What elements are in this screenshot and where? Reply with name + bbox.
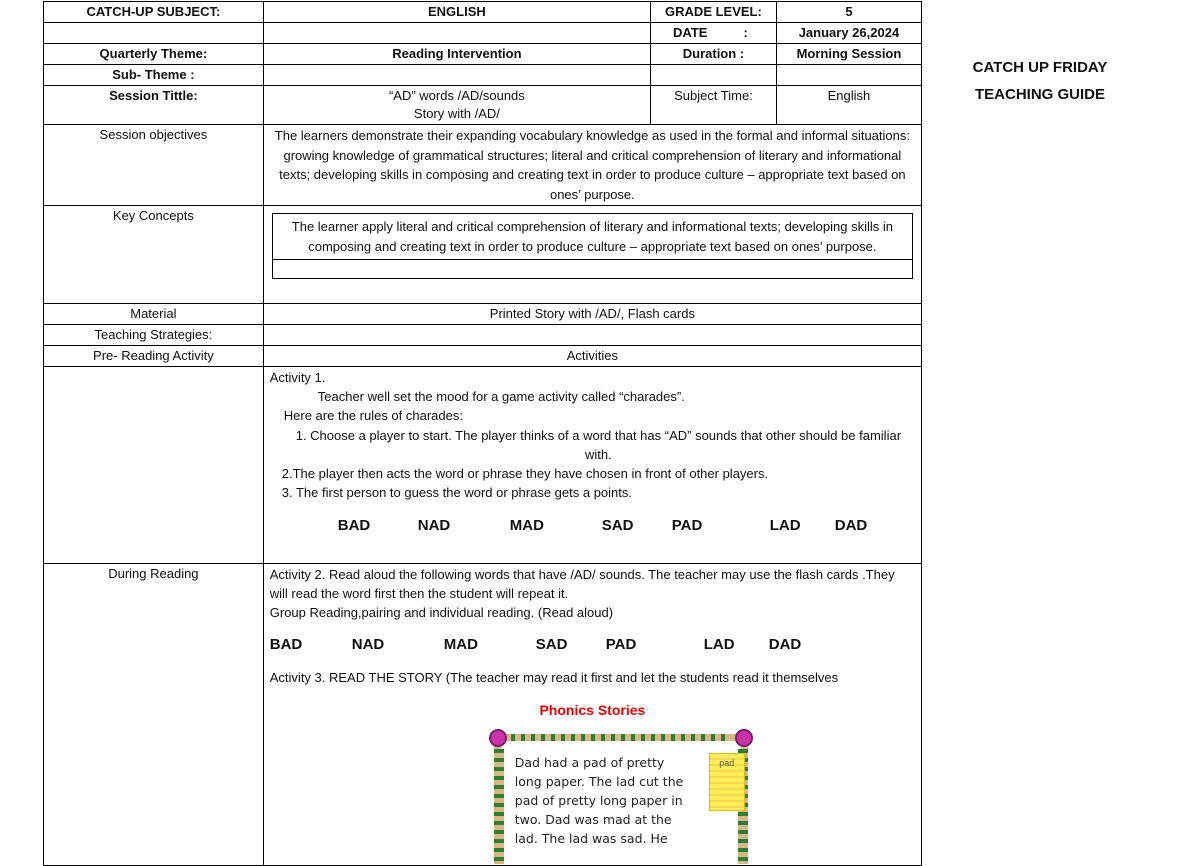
during-reading-cell: [263, 564, 921, 866]
word-list-2: [270, 635, 915, 654]
objectives-text: The learners demonstrate their expanding vocabulary knowledge as used in the formal and informal situations: growing knowledge of grammatical structures; literal and critical comprehension of literary and informational texts; developing skills in composing and creating text in order to produce culture – appropriate text based on ones’ purpose.: [263, 125, 921, 206]
date-label: DATE :: [651, 23, 777, 44]
activities-header: Activities: [263, 346, 921, 367]
subject-label: CATCH-UP SUBJECT:: [44, 2, 264, 23]
rule-1: 1. Choose a player to start. The player thinks of a word that has “AD” sounds that other should be familiar with.: [295, 427, 902, 462]
rules-heading: Here are the rules of charades:: [283, 408, 463, 424]
pre-reading-label: Pre- Reading Activity: [44, 346, 264, 367]
during-reading-label: During Reading: [44, 564, 264, 866]
empty-cell: [44, 367, 264, 564]
teaching-strategies-value: [263, 325, 921, 346]
word: SAD: [601, 517, 634, 535]
session-title-value: “AD” words /AD/sounds Story with /AD/: [263, 86, 650, 125]
key-concepts-box: [272, 213, 913, 279]
subject-time-value: English: [776, 86, 921, 125]
subject-value: ENGLISH: [263, 2, 650, 23]
frame-vine: [494, 749, 504, 864]
quarterly-theme-label: Quarterly Theme:: [44, 44, 264, 65]
quarterly-theme-value: Reading Intervention: [263, 44, 650, 65]
word: DAD: [768, 635, 802, 653]
sub-theme-value: [263, 65, 650, 86]
teaching-guide-table: [43, 1, 922, 866]
grade-label: GRADE LEVEL:: [651, 2, 777, 23]
empty-cell: [651, 65, 777, 86]
word: BAD: [337, 517, 371, 535]
rule-3: 3. The first person to guess the word or phrase gets a points.: [281, 485, 632, 501]
duration-value: Morning Session: [776, 44, 921, 65]
session-title-label: Session Tittle:: [44, 86, 264, 125]
word: SAD: [535, 635, 568, 653]
activity-1-cell: [263, 367, 921, 564]
word: LAD: [703, 635, 735, 653]
empty-cell: [263, 23, 650, 44]
phonics-stories-title: Phonics Stories: [539, 702, 646, 719]
duration-label: Duration :: [651, 44, 777, 65]
word: PAD: [605, 635, 637, 653]
corner-ornament-icon: [735, 729, 753, 747]
activity-2-text: Activity 2. Read aloud the following words that have /AD/ sounds. The teacher may use the flash cards .They will read the word first then the student will repeat it.: [269, 567, 895, 602]
page-side-title: [930, 54, 1150, 108]
teaching-strategies-label: Teaching Strategies:: [44, 325, 264, 346]
empty-cell: [44, 23, 264, 44]
word: PAD: [671, 517, 703, 535]
material-value: Printed Story with /AD/, Flash cards: [263, 304, 921, 325]
side-title-line-1: CATCH UP FRIDAY: [972, 59, 1108, 76]
word: MAD: [443, 635, 478, 653]
subject-time-label: Subject Time:: [651, 86, 777, 125]
empty-cell: [776, 65, 921, 86]
word: NAD: [417, 517, 451, 535]
word-list-1: [270, 516, 915, 535]
key-concepts-empty-row: [273, 259, 912, 278]
material-label: Material: [44, 304, 264, 325]
sub-theme-label: Sub- Theme :: [44, 65, 264, 86]
word: BAD: [269, 635, 303, 653]
key-concepts-cell: [263, 206, 921, 304]
activity-3-text: Activity 3. READ THE STORY (The teacher may read it first and let the students read it themselves: [269, 669, 839, 685]
activity-1-intro: Teacher well set the mood for a game activity called “charades”.: [317, 389, 685, 405]
key-concepts-label: Key Concepts: [44, 206, 264, 304]
frame-vine: [511, 734, 731, 741]
rule-2: 2.The player then acts the word or phrase they have chosen in front of other players.: [281, 466, 769, 482]
story-image: [494, 734, 748, 864]
key-concepts-text: The learner apply literal and critical comprehension of literary and informational texts; developing skills in composing and creating text in order to produce culture – appropriate text based on ones’ purpose.: [291, 219, 893, 254]
word: NAD: [351, 635, 385, 653]
sticky-note: pad: [709, 753, 745, 811]
date-value: January 26,2024: [776, 23, 921, 44]
word: MAD: [509, 517, 544, 535]
word: DAD: [834, 517, 868, 535]
word: LAD: [769, 517, 801, 535]
grade-value: 5: [776, 2, 921, 23]
corner-ornament-icon: [489, 729, 507, 747]
group-reading-text: Group Reading,pairing and individual reading. (Read aloud): [269, 605, 614, 621]
story-text: Dad had a pad of pretty long paper. The lad cut the pad of pretty long paper in two. Dad was mad at the lad. The lad was sad. He: [514, 755, 684, 847]
side-title-line-2: TEACHING GUIDE: [974, 86, 1105, 103]
activity-1-title: Activity 1.: [269, 370, 326, 385]
objectives-label: Session objectives: [44, 125, 264, 206]
